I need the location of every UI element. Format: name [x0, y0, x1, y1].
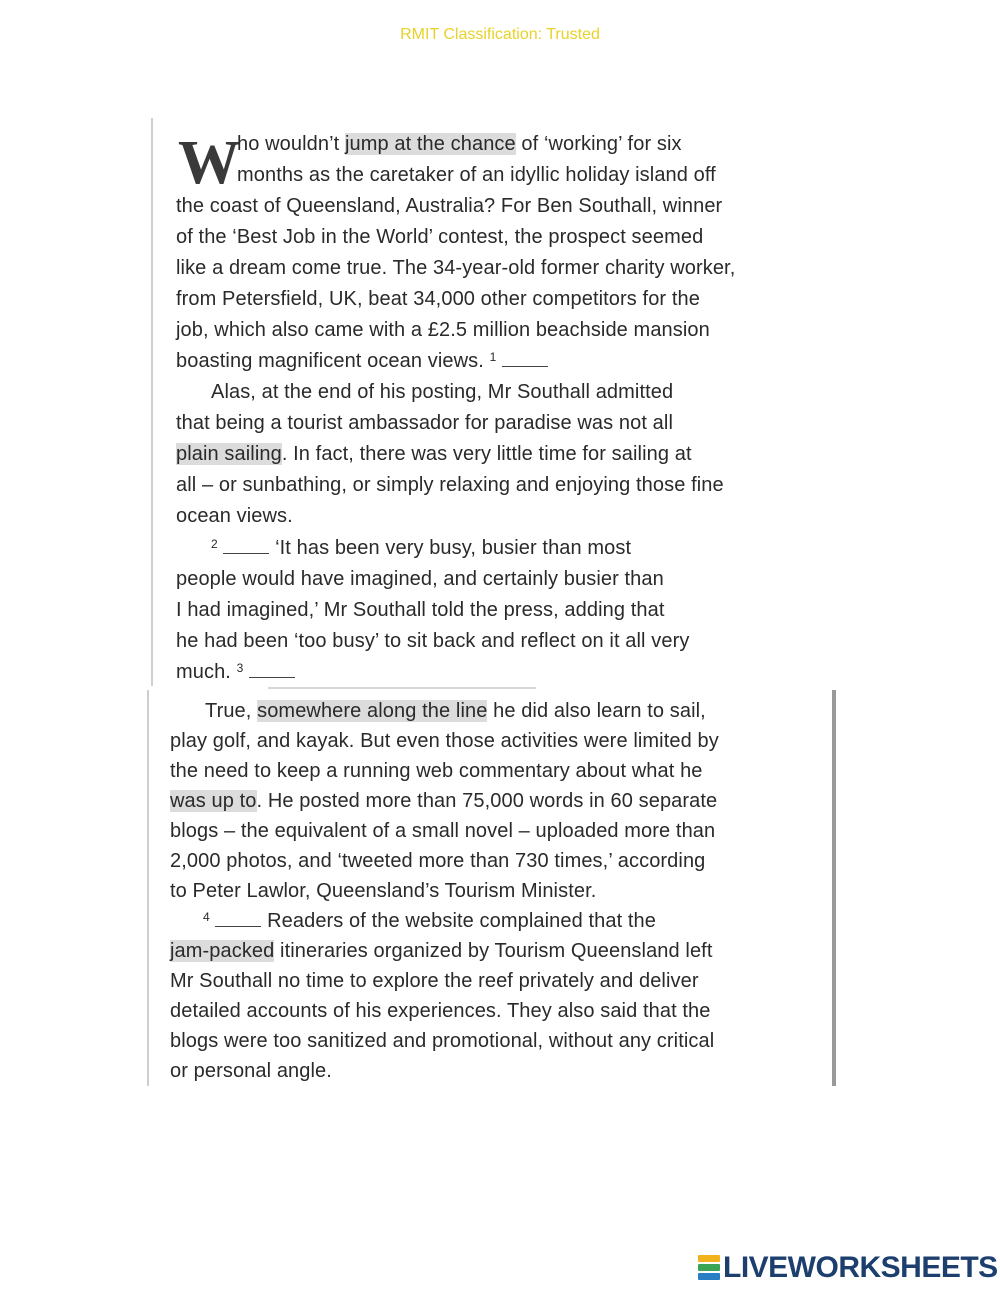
text-line: the need to keep a running web commentary about what he	[170, 760, 703, 782]
text-line: that being a tourist ambassador for paradise was not all	[176, 412, 673, 434]
text-line: 2,000 photos, and ‘tweeted more than 730 times,’ according	[170, 850, 706, 872]
answer-gap-3[interactable]	[249, 661, 295, 678]
highlighted-phrase: jump at the chance	[344, 133, 516, 155]
text-line: job, which also came with a £2.5 million beachside mansion	[176, 319, 710, 341]
text-line: boasting magnificent ocean views. $^1$	[176, 349, 548, 373]
drop-cap: W	[178, 129, 240, 197]
text-line: ocean views.	[176, 505, 293, 527]
article-block-bottom	[147, 690, 836, 1086]
text-line: True, somewhere along the line he did also learn to sail,	[205, 700, 706, 722]
text-line: like a dream come true. The 34-year-old former charity worker,	[176, 257, 736, 279]
text-line: of the ‘Best Job in the World’ contest, the prospect seemed	[176, 226, 704, 248]
text-line: play golf, and kayak. But even those activities were limited by	[170, 730, 719, 752]
text-line: to Peter Lawlor, Queensland’s Tourism Minister.	[170, 880, 597, 902]
gap-number: 2	[211, 537, 218, 551]
text-line: all – or sunbathing, or simply relaxing and enjoying those fine	[176, 474, 724, 496]
text-line: the coast of Queensland, Australia? For Ben Southall, winner	[176, 195, 723, 217]
text-line: from Petersfield, UK, beat 34,000 other competitors for the	[176, 288, 700, 310]
text-line: $^2$ ‘It has been very busy, busier than most	[211, 537, 632, 559]
text-line: months as the caretaker of an idyllic holiday island off	[237, 164, 716, 186]
article-block-top	[151, 118, 853, 686]
text-line: much. $^3$	[176, 660, 295, 684]
logo-text: LIVEWORKSHEETS	[723, 1251, 998, 1284]
text-line: ho wouldn’t jump at the chance of ‘working’ for six	[237, 133, 682, 155]
text-line: $^4$ Readers of the website complained that the	[203, 910, 656, 932]
text-line: jam-packed itineraries organized by Tourism Queensland left	[170, 940, 713, 962]
text-line: he had been ‘too busy’ to sit back and reflect on it all very	[176, 630, 690, 652]
text-line: Mr Southall no time to explore the reef privately and deliver	[170, 970, 699, 992]
divider	[268, 687, 536, 689]
highlighted-phrase: jam-packed	[170, 940, 275, 962]
text-line: blogs were too sanitized and promotional, without any critical	[170, 1030, 715, 1052]
gap-number: 1	[489, 350, 497, 364]
gap-number: 4	[203, 910, 210, 924]
highlighted-phrase: somewhere along the line	[257, 700, 488, 722]
answer-gap-4[interactable]	[215, 910, 261, 927]
liveworksheets-logo	[698, 1253, 998, 1283]
highlighted-phrase: was up to	[170, 790, 257, 812]
logo-mark-icon	[698, 1255, 720, 1281]
text-line: or personal angle.	[170, 1060, 332, 1082]
gap-number: 3	[236, 661, 244, 675]
text-line: was up to. He posted more than 75,000 words in 60 separate	[170, 790, 718, 812]
text-line: plain sailing. In fact, there was very little time for sailing at	[176, 443, 692, 465]
highlighted-phrase: plain sailing	[176, 443, 282, 465]
text-line: blogs – the equivalent of a small novel – uploaded more than	[170, 820, 716, 842]
answer-gap-2[interactable]	[223, 537, 269, 554]
answer-gap-1[interactable]	[502, 350, 548, 367]
text-line: Alas, at the end of his posting, Mr Southall admitted	[211, 381, 674, 403]
text-line: I had imagined,’ Mr Southall told the press, adding that	[176, 599, 665, 621]
classification-label: RMIT Classification: Trusted	[400, 26, 600, 43]
text-line: detailed accounts of his experiences. They also said that the	[170, 1000, 711, 1022]
text-line: people would have imagined, and certainly busier than	[176, 568, 664, 590]
